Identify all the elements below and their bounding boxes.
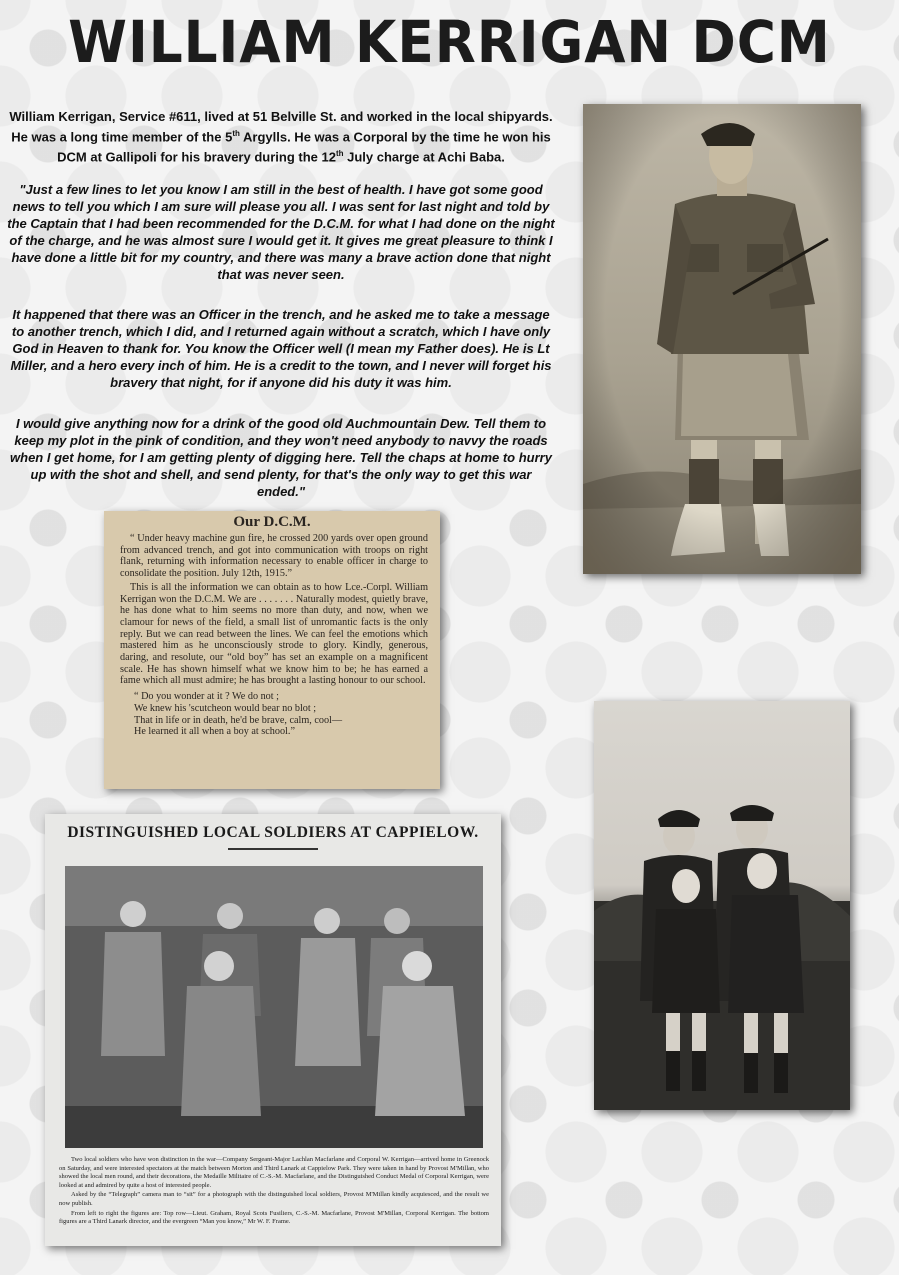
verse-line: We knew his 'scutcheon would bear no blot ; xyxy=(134,702,317,714)
clipping-body xyxy=(104,531,440,687)
intro-paragraph xyxy=(6,108,556,166)
page-title: WILLIAM KERRIGAN DCM xyxy=(68,8,831,76)
verse-line: “ Do you wonder at it ? We do not ; xyxy=(134,691,279,703)
intro-superscript-2: th xyxy=(335,149,344,159)
verse-line: He learned it all when a boy at school.” xyxy=(134,726,295,738)
seated-group-icon xyxy=(65,866,483,1148)
intro-text-3: July charge at Achi Baba. xyxy=(343,149,505,165)
clipping-heading: Our D.C.M. xyxy=(233,514,311,530)
dcm-newspaper-clipping xyxy=(104,511,440,789)
caption-paragraph-3: From left to right the figures are: Top row—Lieut. Graham, Royal Scots Fusiliers, C.-S.-M. Macfarlane, Provost M'Millan, Corporal Kerrigan. The bottom figures are a Third Lanark director, and the evergreen “Man you know,” Mr W. F. Frame. xyxy=(59,1209,489,1226)
intro-superscript-1: th xyxy=(232,129,240,138)
letter-paragraph-1: "Just a few lines to let you know I am still in the best of health. I have got some good news to tell you which I am sure will please you all. I was sent for last night and told by the Captain that I had been recommended for the D.C.M. for what I had done on the night of the charge, and he was almost sure I would get it. It gives me great pleasure to think I have done a little bit for my country, and there was many a brave action done that night that was never seen. xyxy=(7,182,555,282)
family-figures-icon xyxy=(594,701,850,1110)
letter-paragraph-2: It happened that there was an Officer in the trench, and he asked me to take a message to another trench, which I did, and I returned again without a scratch, which I have only God in Heaven to thank for. You know the Officer well (I mean my Father does). He is Lt Miller, and a hero every inch of him. He is a credit to the town, and I never will forget his bravery that night, for if anyone did his duty it was him. xyxy=(10,307,552,390)
headline-rule xyxy=(228,848,318,850)
cappielow-newspaper-article xyxy=(45,814,501,1246)
group-soldiers-photo xyxy=(65,866,483,1148)
family-photo xyxy=(594,701,850,1110)
letter-paragraph-3: I would give anything now for a drink of the good old Auchmountain Dew. Tell them to keep my plot in the pink of condition, and they won't need anybody to navvy the roads when I get home, for I am getting plenty of digging here. Tell the chaps at home to hurry up with the shot and shell, and send plenty, for that's the only way to get this war ended." xyxy=(10,416,552,499)
verse-line: That in life or in death, he'd be brave, calm, cool— xyxy=(134,714,343,726)
caption-paragraph-2: Asked by the “Telegraph” camera man to “sit” for a photograph with the distinguished local soldiers, Provost M'Millan kindly acquiesced, and the result we now publish. xyxy=(59,1191,489,1207)
newspaper-headline: DISTINGUISHED LOCAL SOLDIERS AT CAPPIELOW. xyxy=(67,824,479,841)
caption-paragraph-1: Two local soldiers who have won distinction in the war—Company Sergeant-Major Lachlan Macfarlane and Corporal W. Kerrigan—arrived home in Greenock on Saturday, and were interested spectators at the match between Morton and Third Lanark at Cappielow Park. They were taken in hand by Provost M'Millan, who showed the local men round, and their decorations, the Medaille Militaire of C.-S.-M. Macfarlane, and the Distinguished Conduct Medal of Corporal Kerrigan, were looked at and admired by quite a host of interested people. xyxy=(59,1156,489,1189)
clipping-paragraph-2: This is all the information we can obtain as to how Lce.-Corpl. William Kerrigan won the D.C.M. We are . . . . . . . Naturally modest, quietly brave, he has done what to him seems no more than duty, and now, when we clamour for news of the field, a small list of unromantic facts is the only reply. But we can read between the lines. We can feel the emotions which mastered him as he unconsciously strode to glory. Kindly, generous, daring, and resolute, our “old boy” has set an example on a magnificent scale. He has shown himself what we know him to be; he has earned a fame which all must admire; he has brought a lasting honour to our school. xyxy=(120,581,428,687)
clipping-paragraph-1: “ Under heavy machine gun fire, he crossed 200 yards over open ground from advanced trench, and got into communication with troops on right flank, returning with information necessary to enable officer in charge to consolidate the position. July 12th, 1915.” xyxy=(120,533,428,580)
intro-text-2: Argylls. He was a Corporal by the time he won his DCM at Gallipoli for his bravery during the 12 xyxy=(57,129,551,165)
newspaper-caption xyxy=(59,1156,489,1228)
clipping-verse xyxy=(104,689,440,738)
soldier-figure-icon xyxy=(583,104,861,574)
soldier-portrait-photo xyxy=(583,104,861,574)
intro-text-1: William Kerrigan, Service #611, lived at 51 Belville St. and worked in the local shipyards. He was a long time member of the 5 xyxy=(9,109,553,145)
